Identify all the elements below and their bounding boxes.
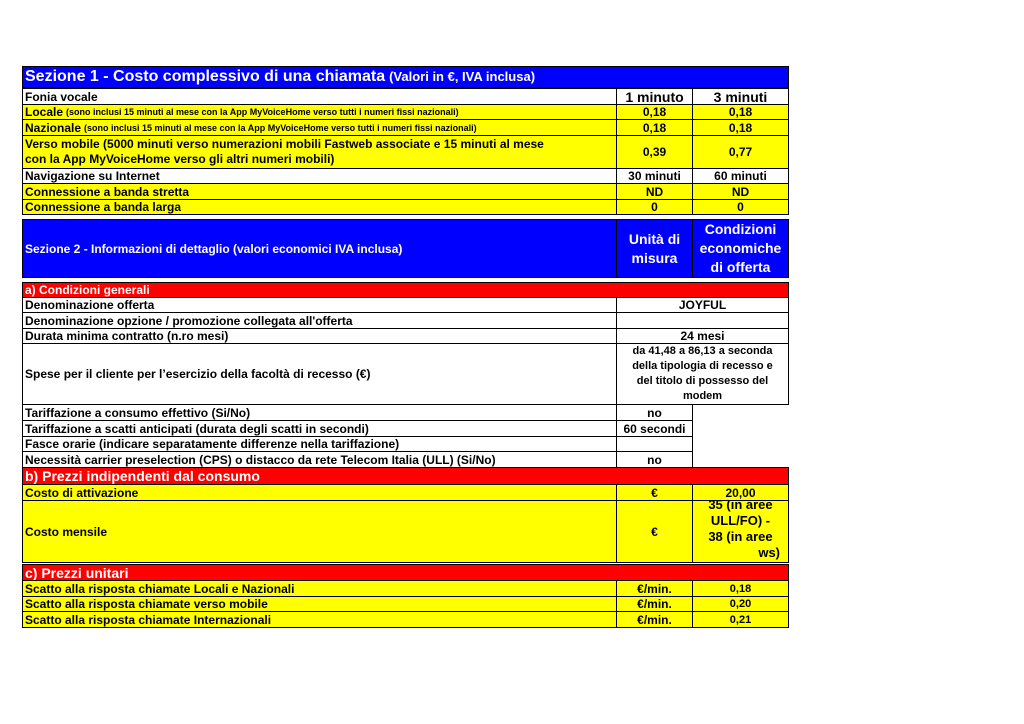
nazionale-v2: 0,18 <box>692 119 789 136</box>
mobile-label <box>22 135 617 169</box>
stretta-label: Connessione a banda stretta <box>22 183 617 200</box>
condizioni-header: a) Condizioni generali <box>22 282 789 298</box>
unit-row-1-label: Scatto alla risposta chiamate verso mobile <box>22 596 617 612</box>
recesso-label: Spese per il cliente per l’esercizio della facoltà di recesso (€) <box>22 343 617 405</box>
mobile-v2: 0,77 <box>692 135 789 169</box>
locale-title: Locale <box>25 105 64 119</box>
mensile-line4: ws) <box>758 545 780 560</box>
larga-label: Connessione a banda larga <box>22 199 617 215</box>
unit-row-2-unit: €/min. <box>616 611 693 628</box>
durata-label: Durata minima contratto (n.ro mesi) <box>22 328 617 344</box>
consumo-label: Tariffazione a consumo effettivo (Si/No) <box>22 404 617 421</box>
unita-line2: misura <box>631 249 678 266</box>
opzione-value <box>616 312 789 329</box>
recesso-line2: della tipologia di recesso e <box>632 360 773 372</box>
durata-value: 24 mesi <box>616 328 789 344</box>
mobile-line2: con la App MyVoiceHome verso gli altri numeri mobili) <box>25 152 335 166</box>
mensile-unit: € <box>616 500 693 563</box>
attivazione-unit: € <box>616 484 693 501</box>
mensile-line2: ULL/FO) - <box>710 513 771 528</box>
mensile-label: Costo mensile <box>22 500 617 563</box>
mensile-value <box>692 500 789 563</box>
scatti-value: 60 secondi <box>616 420 693 437</box>
larga-v2: 0 <box>692 199 789 215</box>
fasce-value <box>616 436 693 452</box>
recesso-line4: modem <box>682 390 723 402</box>
recesso-line3: del titolo di possesso del <box>636 375 769 387</box>
mobile-v1: 0,39 <box>616 135 693 169</box>
opzione-label: Denominazione opzione / promozione collegata all'offerta <box>22 312 617 329</box>
larga-v1: 0 <box>616 199 693 215</box>
sezione2-col-unita <box>616 219 693 278</box>
locale-v2: 0,18 <box>692 104 789 120</box>
condizioni-line1: Condizioni <box>704 221 777 237</box>
sezione1-title-note: (Valori in €, IVA inclusa) <box>389 69 536 84</box>
locale-note: (sono inclusi 15 minuti al mese con la App MyVoiceHome verso tutti i numeri fissi nazionali) <box>66 107 459 117</box>
recesso-line1: da 41,48 a 86,13 a seconda <box>632 345 773 357</box>
attivazione-value: 20,00 <box>692 484 789 501</box>
navigazione-col2: 60 minuti <box>692 168 789 184</box>
locale-v1: 0,18 <box>616 104 693 120</box>
fonia-col2: 3 minuti <box>692 88 789 105</box>
unit-row-2-value: 0,21 <box>692 611 789 628</box>
navigazione-col1: 30 minuti <box>616 168 693 184</box>
denominazione-value: JOYFUL <box>616 297 789 313</box>
unita-line1: Unità di <box>628 230 681 247</box>
fonia-label: Fonia vocale <box>22 88 617 105</box>
scatti-label: Tariffazione a scatti anticipati (durata degli scatti in secondi) <box>22 420 617 437</box>
stretta-v2: ND <box>692 183 789 200</box>
unit-row-0-unit: €/min. <box>616 580 693 597</box>
nazionale-label <box>22 119 617 136</box>
sezione2-col-condizioni <box>692 219 789 278</box>
consumo-value: no <box>616 404 693 421</box>
mobile-line1: Verso mobile (5000 minuti verso numerazioni mobili Fastweb associate e 15 minuti al mese <box>25 137 544 151</box>
nazionale-title: Nazionale <box>25 120 82 135</box>
recesso-value <box>616 343 789 405</box>
unit-row-0-value: 0,18 <box>692 580 789 597</box>
mensile-line3: 38 (in aree <box>708 529 773 544</box>
cps-value: no <box>616 451 693 468</box>
condizioni-line3: di offerta <box>710 259 771 275</box>
fasce-label: Fasce orarie (indicare separatamente differenze nella tariffazione) <box>22 436 617 452</box>
prezzi-indip-header: b) Prezzi indipendenti dal consumo <box>22 467 789 485</box>
sezione2-header: Sezione 2 - Informazioni di dettaglio (valori economici IVA inclusa) <box>22 219 617 278</box>
cps-label: Necessità carrier preselection (CPS) o distacco da rete Telecom Italia (ULL) (Si/No) <box>22 451 617 468</box>
stretta-v1: ND <box>616 183 693 200</box>
navigazione-label: Navigazione su Internet <box>22 168 617 184</box>
mensile-line1: 35 (in aree <box>708 500 773 512</box>
prezzi-unit-header: c) Prezzi unitari <box>22 564 789 581</box>
unit-row-1-value: 0,20 <box>692 596 789 612</box>
nazionale-note: (sono inclusi 15 minuti al mese con la App MyVoiceHome verso tutti i numeri fissi nazionali) <box>84 122 477 133</box>
nazionale-v1: 0,18 <box>616 119 693 136</box>
sezione1-header <box>22 66 789 88</box>
fonia-col1: 1 minuto <box>616 88 693 105</box>
denominazione-label: Denominazione offerta <box>22 297 617 313</box>
unit-row-2-label: Scatto alla risposta chiamate Internazionali <box>22 611 617 628</box>
unit-row-1-unit: €/min. <box>616 596 693 612</box>
locale-label <box>22 104 617 120</box>
sezione1-title: Sezione 1 - Costo complessivo di una chiamata <box>25 68 386 85</box>
attivazione-label: Costo di attivazione <box>22 484 617 501</box>
unit-row-0-label: Scatto alla risposta chiamate Locali e Nazionali <box>22 580 617 597</box>
condizioni-line2: economiche <box>699 240 782 256</box>
